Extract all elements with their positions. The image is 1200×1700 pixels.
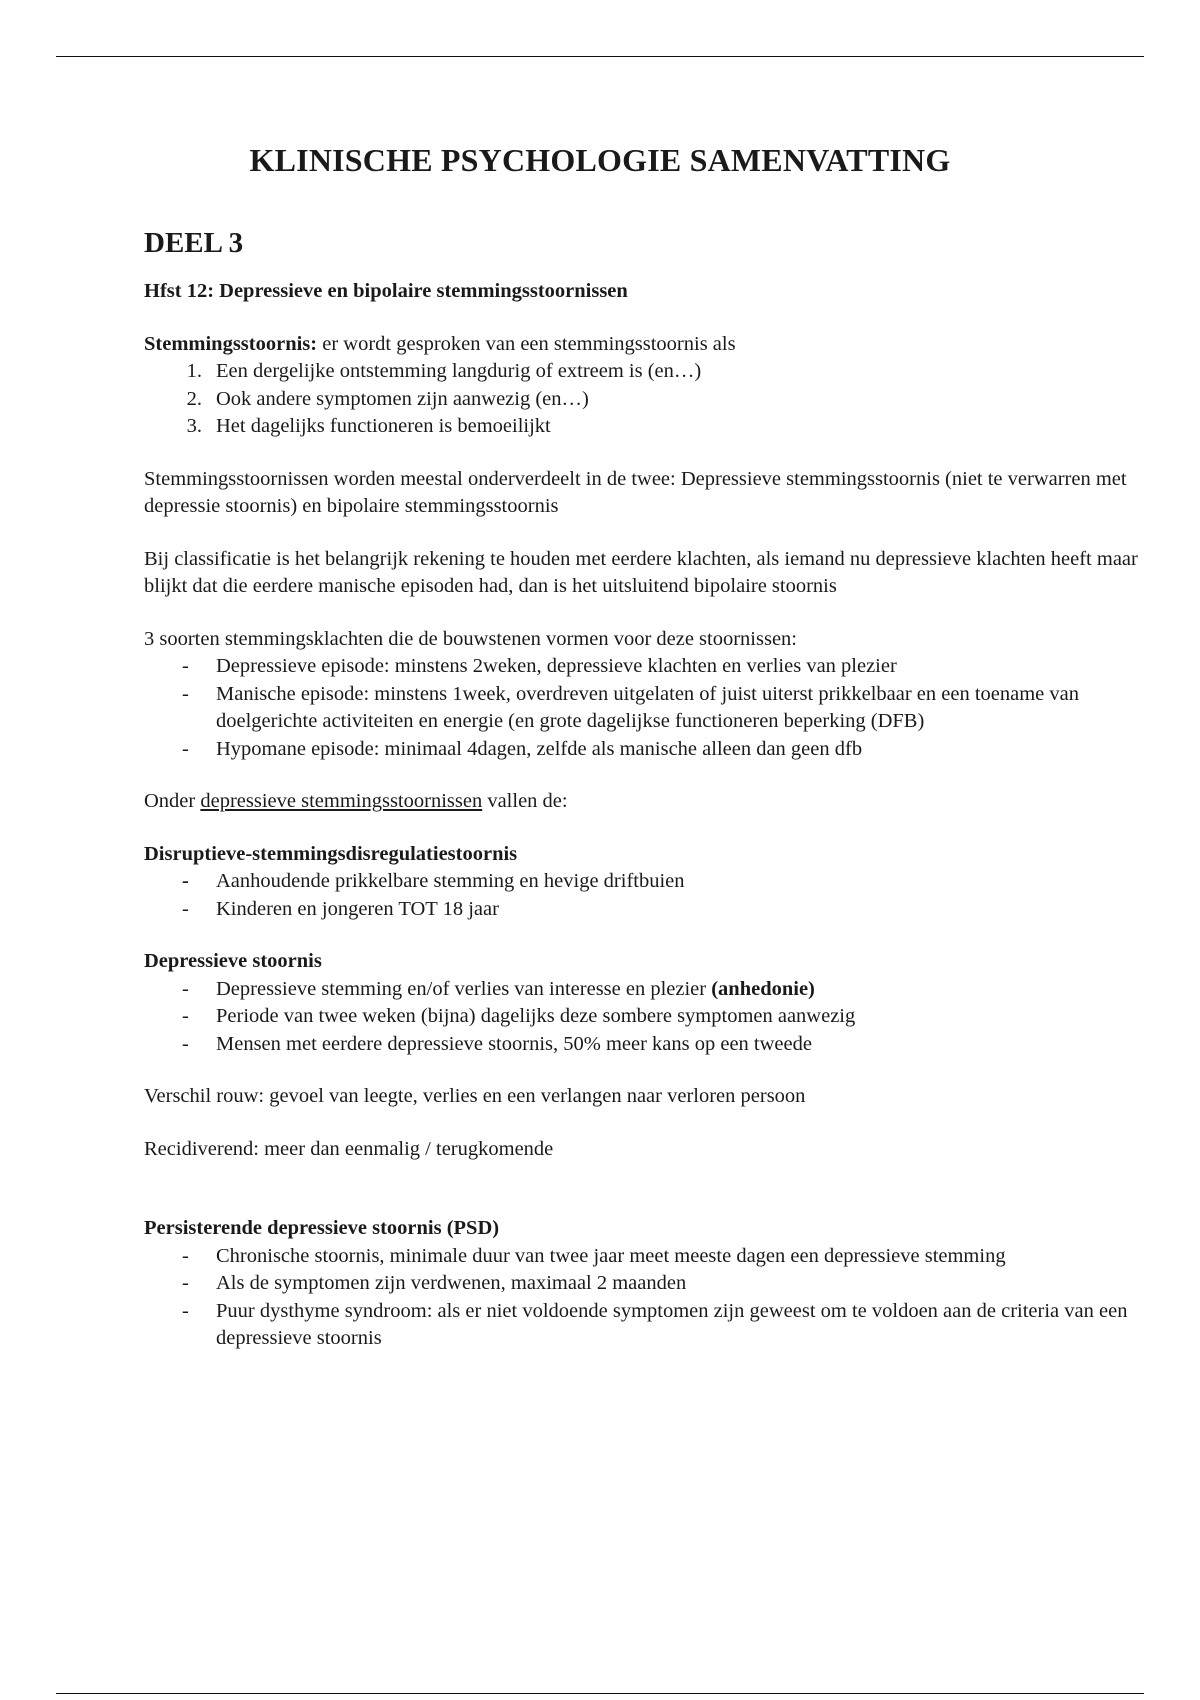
list-item [144, 386, 1144, 414]
list-item-text: Een dergelijke ontstemming langdurig of extreem is (en…) [216, 360, 702, 382]
dmdd-list [144, 868, 1144, 923]
top-rule [56, 56, 1144, 57]
list-item [144, 736, 1144, 764]
grief-note: Verschil rouw: gevoel van leegte, verlies en een verlangen naar verloren persoon [144, 1085, 806, 1107]
list-item [144, 413, 1144, 441]
episode-types-list [144, 653, 1144, 763]
list-item [144, 1243, 1144, 1271]
list-item [144, 1031, 1144, 1059]
list-item-text: Ook andere symptomen zijn aanwezig (en…) [216, 387, 589, 410]
classification-paragraph: Bij classificatie is het belangrijk rekening te houden met eerdere klachten, als iemand nu depressieve klachten heeft maar blijkt dat die eerdere manische episoden had, dan is het uitsluitend bipolaire stoornis [144, 547, 1138, 597]
under-line [144, 788, 1144, 816]
definition-line [144, 331, 1144, 359]
list-item [144, 358, 1144, 386]
list-item [144, 976, 1144, 1004]
dash-bullet: - [182, 655, 189, 677]
list-item [144, 896, 1144, 924]
definition-term: Stemmingsstoornis: [144, 332, 318, 355]
list-item [144, 1298, 1144, 1353]
document-title: KLINISCHE PSYCHOLOGIE SAMENVATTING [249, 142, 951, 178]
list-item-text: Het dagelijks functioneren is bemoeilijkt [216, 415, 551, 437]
dash-bullet: - [182, 870, 189, 892]
list-number: 1. [186, 360, 202, 382]
types-intro: 3 soorten stemmingsklachten die de bouwstenen vormen voor deze stoornissen: [144, 627, 798, 650]
list-item-text: Periode van twee weken (bijna) dagelijks deze sombere symptomen aanwezig [216, 1005, 856, 1027]
depressive-disorder-list [144, 976, 1144, 1059]
anhedonie-term: (anhedonie) [711, 977, 815, 1000]
dash-bullet: - [182, 897, 189, 920]
dash-bullet: - [182, 1272, 189, 1294]
under-suffix: vallen de: [482, 790, 568, 812]
dash-bullet: - [182, 977, 189, 1000]
list-item-text: Depressieve stemming en/of verlies van interesse en plezier [216, 977, 712, 1000]
list-item [144, 868, 1144, 896]
dash-bullet: - [182, 682, 189, 705]
part-heading: DEEL 3 [144, 227, 244, 259]
list-item-text: Mensen met eerdere depressieve stoornis, 50% meer kans op een tweede [216, 1032, 812, 1055]
dash-bullet: - [182, 1244, 189, 1267]
document-body [144, 226, 1144, 1378]
list-item-text: Manische episode: minstens 1week, overdreven uitgelaten of juist uiterst prikkelbaar en een toename van doelgerichte activiteiten en energie (en grote dagelijkse functioneren beperking (DFB) [216, 682, 1079, 732]
dash-bullet: - [182, 1005, 189, 1027]
list-item-text: Hypomane episode: minimaal 4dagen, zelfde als manische alleen dan geen dfb [216, 737, 863, 760]
psd-list [144, 1243, 1144, 1353]
list-item-text: Kinderen en jongeren TOT 18 jaar [216, 897, 499, 920]
list-item-text: Depressieve episode: minstens 2weken, depressieve klachten en verlies van plezier [216, 655, 897, 677]
dash-bullet: - [182, 1299, 189, 1322]
list-item-text: Puur dysthyme syndroom: als er niet voldoende symptomen zijn geweest om te voldoen aan de criteria van een depressieve stoornis [216, 1299, 1128, 1349]
division-paragraph: Stemmingsstoornissen worden meestal onderverdeelt in de twee: Depressieve stemmingsstoornis (niet te verwarren met depressie stoornis) en bipolaire stemmingsstoornis [144, 467, 1127, 517]
definition-text: er wordt gesproken van een stemmingsstoornis als [317, 332, 736, 355]
list-item [144, 1270, 1144, 1298]
depressive-disorder-heading: Depressieve stoornis [144, 950, 322, 972]
list-number: 2. [186, 387, 202, 410]
bottom-rule [56, 1693, 1144, 1694]
list-item-text: Aanhoudende prikkelbare stemming en hevige driftbuien [216, 870, 685, 892]
dash-bullet: - [182, 737, 189, 760]
under-underlined: depressieve stemmingsstoornissen [200, 790, 483, 812]
under-prefix: Onder [144, 790, 201, 812]
recurrent-note: Recidiverend: meer dan eenmalig / terugkomende [144, 1137, 554, 1160]
chapter-heading: Hfst 12: Depressieve en bipolaire stemmingsstoornissen [144, 280, 628, 302]
dmdd-heading: Disruptieve-stemmingsdisregulatiestoornis [144, 842, 518, 865]
list-item-text: Als de symptomen zijn verdwenen, maximaal 2 maanden [216, 1272, 687, 1294]
list-item-text: Chronische stoornis, minimale duur van twee jaar meet meeste dagen een depressieve stemming [216, 1244, 1006, 1267]
psd-heading: Persisterende depressieve stoornis (PSD) [144, 1217, 500, 1239]
list-item [144, 653, 1144, 681]
list-number: 3. [186, 415, 202, 437]
list-item [144, 1003, 1144, 1031]
criteria-list [144, 358, 1144, 441]
list-item [144, 681, 1144, 736]
dash-bullet: - [182, 1032, 189, 1055]
